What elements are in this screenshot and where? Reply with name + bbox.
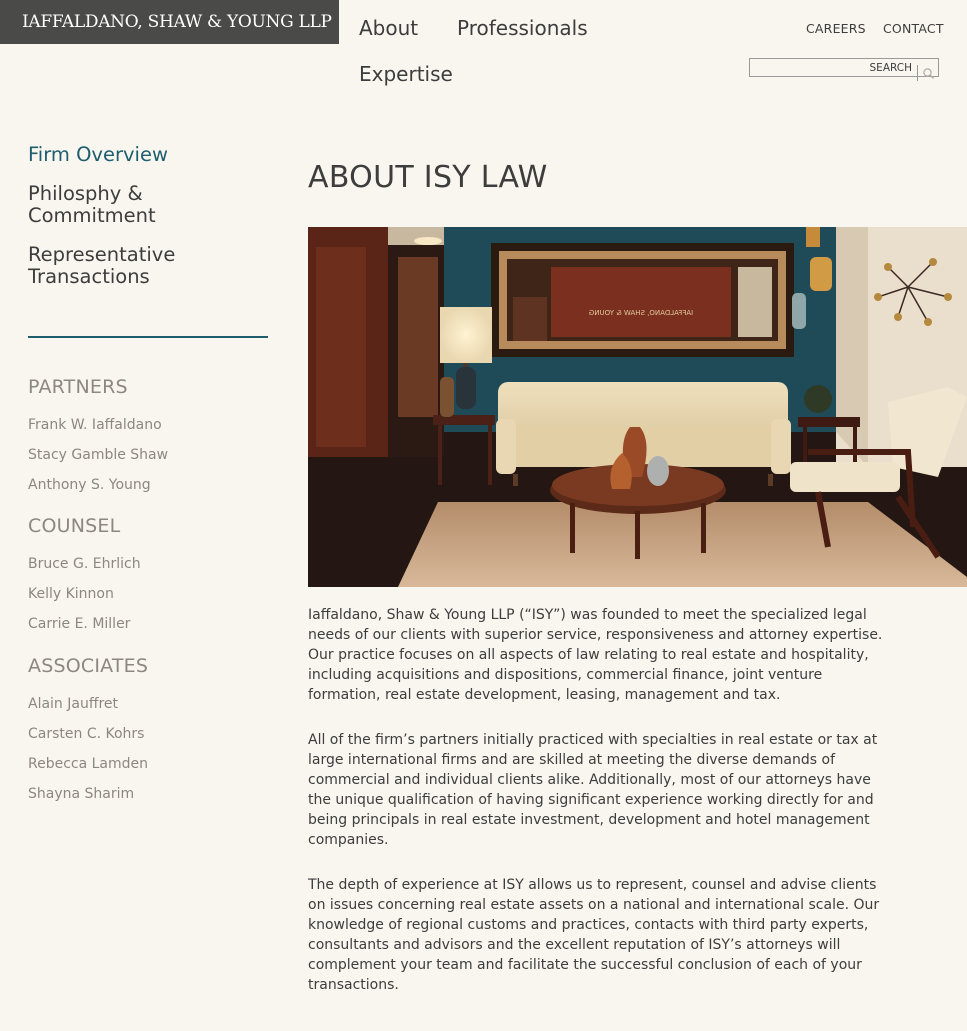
person-link[interactable]: Carrie E. Miller	[28, 616, 131, 632]
firm-logo[interactable]: IAFFALDANO, SHAW & YOUNG LLP	[0, 0, 339, 44]
office-lobby-photo	[308, 227, 967, 587]
intro-paragraph: Iaffaldano, Shaw & Young LLP (“ISY”) was founded to meet the specialized legal needs of our clients with superior service, responsiveness and attorney expertise. Our practice focuses on all aspects of law relating to real estate and hospitality, including acquisitions and dispositions, commercial finance, joint venture formation, real estate development, leasing, management and tax.	[308, 607, 883, 703]
person-link[interactable]: Frank W. Iaffaldano	[28, 417, 162, 433]
counsel-heading: COUNSEL	[28, 515, 121, 537]
sidebar-item-label: Philosphy &	[28, 182, 143, 205]
sidebar-item-philosophy[interactable]	[28, 183, 156, 227]
person-link[interactable]: Kelly Kinnon	[28, 586, 114, 602]
sidebar-item-label: Representative	[28, 243, 176, 266]
search-input[interactable]	[750, 59, 918, 76]
nav-about[interactable]: About	[359, 16, 419, 40]
sidebar-divider	[28, 336, 268, 338]
page-title: ABOUT ISY LAW	[308, 160, 548, 195]
lobby-illustration	[308, 227, 967, 587]
search-box	[749, 58, 939, 77]
person-link[interactable]: Stacy Gamble Shaw	[28, 447, 169, 463]
experience-paragraph: The depth of experience at ISY allows us to represent, counsel and advise clients on issues concerning real estate assets on a national and international scale. Our knowledge of regional customs and practices, contacts with third party experts, consultants and advisors and the excellent reputation of ISY’s attorneys will complement your team and facilitate the successful conclusion of each of your transactions.	[308, 877, 880, 993]
sidebar-item-transactions[interactable]	[28, 244, 175, 288]
contact-link[interactable]: CONTACT	[883, 21, 944, 36]
nav-expertise[interactable]: Expertise	[359, 62, 453, 86]
mirror-text: IAFFALDANO, SHAW & YOUNG	[588, 309, 694, 317]
partners-heading: PARTNERS	[28, 376, 128, 398]
person-link[interactable]: Alain Jauffret	[28, 696, 119, 712]
careers-link[interactable]: CAREERS	[806, 21, 866, 36]
sidebar-item-label: Transactions	[28, 265, 150, 288]
person-link[interactable]: Bruce G. Ehrlich	[28, 556, 141, 572]
search-icon[interactable]	[922, 67, 936, 81]
person-link[interactable]: Shayna Sharim	[28, 786, 135, 802]
sidebar-item-firm-overview[interactable]: Firm Overview	[28, 143, 168, 166]
nav-professionals[interactable]: Professionals	[457, 16, 588, 40]
associates-heading: ASSOCIATES	[28, 655, 149, 677]
sidebar-item-label: Commitment	[28, 204, 156, 227]
person-link[interactable]: Anthony S. Young	[28, 477, 151, 493]
person-link[interactable]: Carsten C. Kohrs	[28, 726, 145, 742]
person-link[interactable]: Rebecca Lamden	[28, 756, 149, 772]
partners-paragraph: All of the firm’s partners initially practiced with specialties in real estate or tax at large international firms and are skilled at meeting the diverse demands of commercial and individual clients alike. Additionally, most of our attorneys have the unique qualification of having significant experience working directly for and being principals in real estate investment, development and hotel management companies.	[308, 732, 878, 848]
search-divider	[917, 65, 918, 81]
